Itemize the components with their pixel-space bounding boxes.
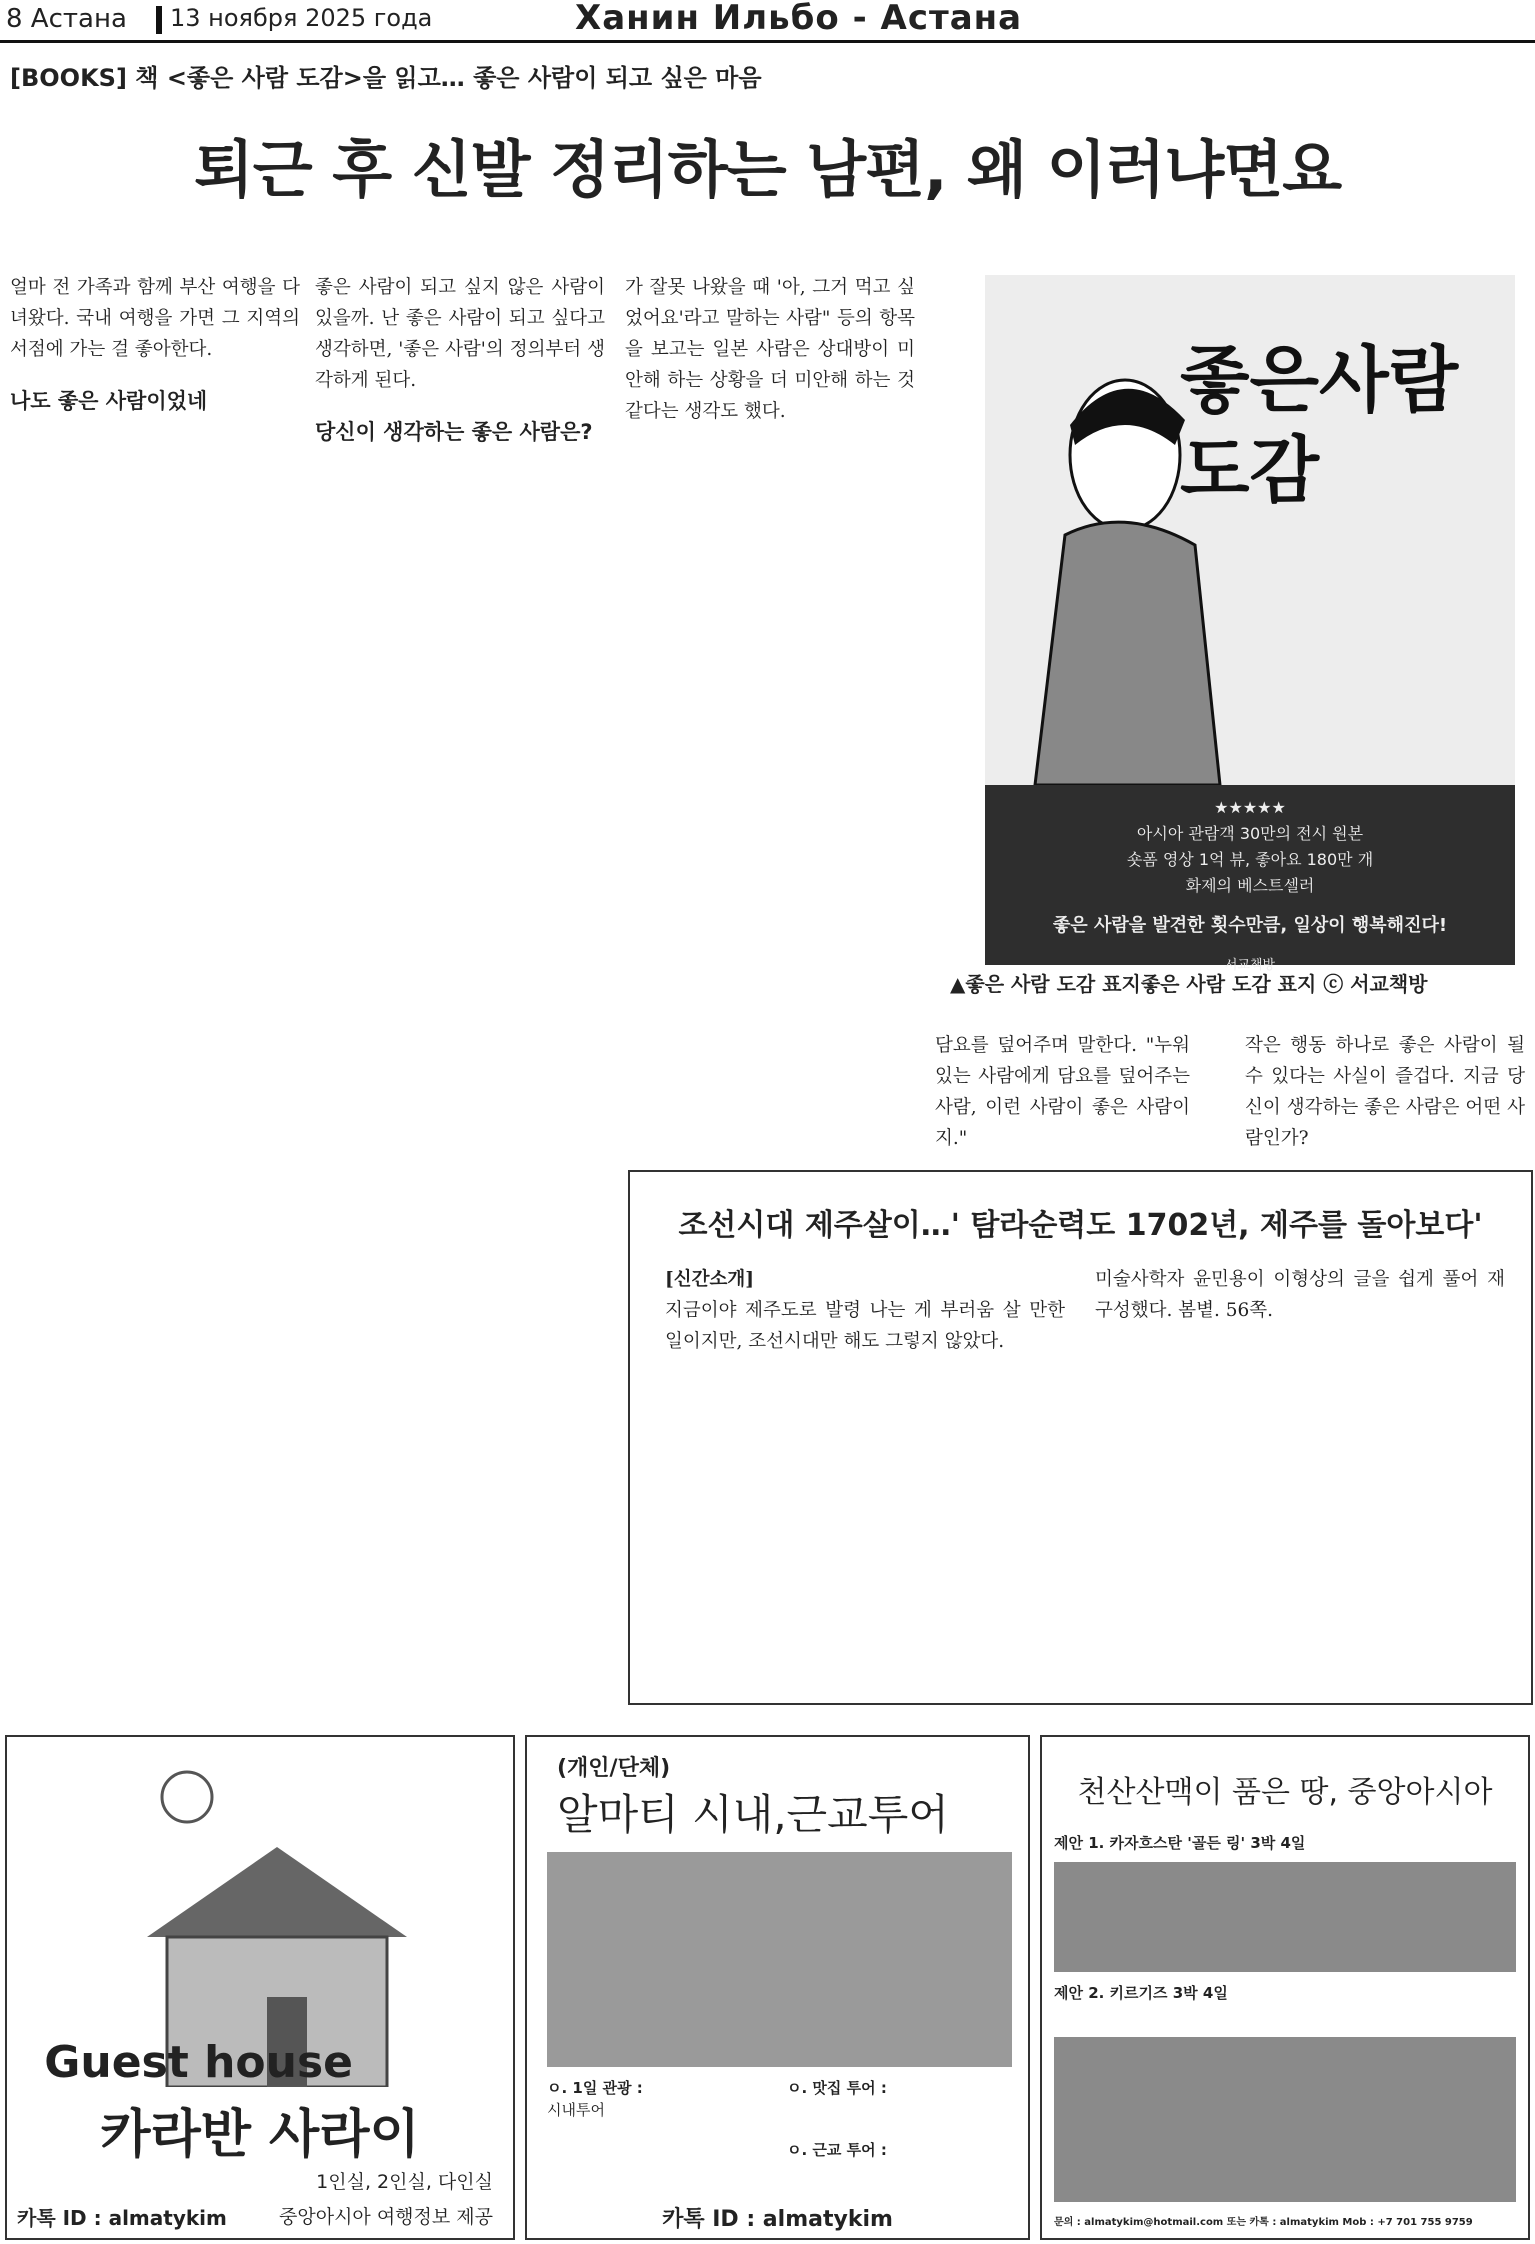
ad1-kakao: 카톡 ID : almatykim	[17, 2206, 227, 2230]
image-caption: ▲좋은 사람 도감 표지좋은 사람 도감 표지 ⓒ 서교책방	[950, 972, 1428, 996]
ad2-title: 알마티 시내,근교투어	[557, 1790, 949, 1839]
book-review-box	[628, 1170, 1533, 1705]
masthead: Ханин Ильбо - Астана	[575, 0, 1023, 38]
article2-lead: 지금이야 제주도로 발령 나는 게 부러움 살 만한 일이지만, 조선시대만 해도 그렇지 않았다.	[665, 1300, 1065, 1352]
book-cover-image	[985, 275, 1515, 973]
article-subhead: 당신이 생각하는 좋은 사람은?	[315, 420, 593, 444]
ad1-name: 카라반 사라이	[100, 2104, 420, 2165]
ad3-photo-strip-1	[1054, 1862, 1516, 1972]
article-tail-b: 작은 행동 하나로 좋은 사람이 될 수 있다는 사실이 즐겁다. 지금 당신이 생각하는 좋은 사람은 어떤 사람인가?	[1245, 1035, 1525, 1149]
article-kicker: [BOOKS] 책 <좋은 사람 도감>을 읽고… 좋은 사람이 되고 싶은 마음	[10, 64, 762, 92]
tour-photo-collage	[547, 1852, 1012, 2067]
page-header	[0, 0, 1535, 40]
article2-title: 조선시대 제주살이…' 탐라순력도 1702년, 제주를 돌아보다'	[678, 1208, 1483, 1243]
ad1-info: 중앙아시아 여행정보 제공	[279, 2206, 493, 2228]
cover-blurb: 아시아 관람객 30만의 전시 원본	[1136, 824, 1364, 843]
cover-blurb: 화제의 베스트셀러	[1185, 876, 1315, 895]
ad1-rooms: 1인실, 2인실, 다인실	[316, 2171, 493, 2193]
header-rule	[0, 40, 1535, 43]
ad1-english-name: Guest house	[44, 2037, 353, 2088]
cover-publisher: 서교책방	[1224, 958, 1276, 973]
person-illustration	[1025, 345, 1225, 785]
ad2-kakao: 카톡 ID : almatykim	[662, 2207, 893, 2232]
article-subhead: 나도 좋은 사람이었네	[10, 389, 208, 413]
ad2-type: (개인/단체)	[557, 1756, 671, 1781]
article-column-1	[10, 272, 300, 415]
ad3-title: 천산산맥이 품은 땅, 중앙아시아	[1077, 1775, 1493, 1810]
article2-tag: [신간소개]	[665, 1269, 754, 1290]
article-column-3	[625, 272, 915, 427]
ad2-section: ㅇ. 맛집 투어 :	[787, 2079, 887, 2097]
article2-end: 미술사학자 윤민용이 이형상의 글을 쉽게 풀어 재구성했다. 봄볕. 56쪽.	[1095, 1269, 1505, 1321]
article-headline: 퇴근 후 신발 정리하는 남편, 왜 이러냐면요	[193, 133, 1342, 206]
ad3-proposal-2: 제안 2. 키르기즈 3박 4일	[1054, 1984, 1228, 2002]
city-tour-ad	[525, 1735, 1030, 2240]
guesthouse-ad	[5, 1735, 515, 2240]
ad3-proposal-1: 제안 1. 카자흐스탄 '골든 링' 3박 4일	[1054, 1834, 1306, 1852]
article-tail-a: 담요를 덮어주며 말한다. "누워있는 사람에게 담요를 덮어주는 사람, 이런 사람이 좋은 사람이지."	[935, 1035, 1190, 1149]
cover-tagline: 좋은 사람을 발견한 횟수만큼, 일상이 행복해진다!	[1052, 915, 1448, 936]
ad2-item: 시내투어	[547, 2101, 605, 2119]
article-paragraph: 가 잘못 나왔을 때 '아, 그거 먹고 싶었어요'라고 말하는 사람" 등의 항목을 보고는 일본 사람은 상대방이 미안해 하는 상황을 더 미안해 하는 것 같다는 생각도 했다.	[625, 277, 915, 422]
cover-blurb: 숏폼 영상 1억 뷰, 좋아요 180만 개	[1126, 850, 1374, 869]
divider	[156, 6, 162, 34]
article-paragraph: 좋은 사람이 되고 싶지 않은 사람이 있을까. 난 좋은 사람이 되고 싶다고 생각하면, '좋은 사람'의 정의부터 생각하게 된다.	[315, 277, 605, 391]
ad2-section: ㅇ. 근교 투어 :	[787, 2141, 887, 2159]
page-number: 8 Астана	[6, 4, 127, 34]
ad3-contact: 문의 : almatykim@hotmail.com 또는 카톡 : almatykim Mob : +7 701 755 9759	[1054, 2217, 1473, 2228]
cover-title: 좋은사람도감	[1180, 338, 1459, 512]
article-paragraph: 얼마 전 가족과 함께 부산 여행을 다녀왔다. 국내 여행을 가면 그 지역의 서점에 가는 걸 좋아한다.	[10, 277, 300, 360]
issue-date: 13 ноября 2025 года	[170, 4, 433, 32]
cover-stars: ★★★★★	[1214, 798, 1286, 817]
ad2-section: ㅇ. 1일 관광 :	[547, 2079, 643, 2097]
cover-illustration-area	[985, 275, 1515, 785]
central-asia-tour-ad	[1040, 1735, 1530, 2240]
article-column-2	[315, 272, 605, 446]
ad3-photo-strip-2	[1054, 2037, 1516, 2202]
